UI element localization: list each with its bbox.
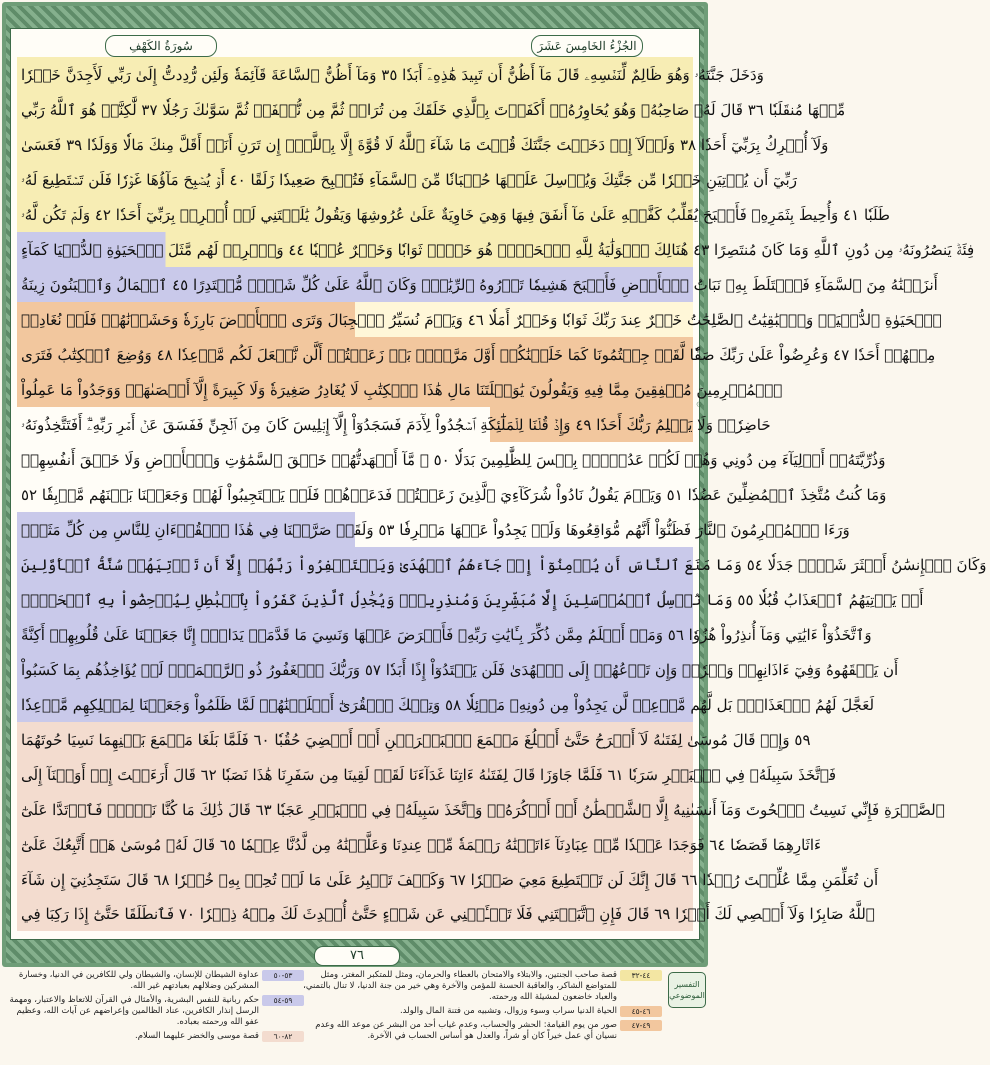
- text-line: [17, 757, 837, 792]
- text-line: [17, 267, 938, 302]
- footer-note: [6, 1031, 304, 1042]
- footer-note: [6, 970, 304, 992]
- text-line: [17, 897, 875, 931]
- footer-note-text: قصة موسى والخضر عليهما السلام.: [135, 1031, 259, 1041]
- text-line: [17, 477, 887, 512]
- text-line: [17, 547, 987, 582]
- verse-range-badge: ٨٢-٦٠: [262, 1031, 304, 1042]
- verse-text: وَرَءَا ٱلۡمُجۡرِمُونَ ٱلنَّارَ فَظَنُّوٓاْ أَنَّهُم مُّوَاقِعُوهَا وَلَمۡ يَجِدُواْ عَنۡهَا مَصۡرِفٗا ٥٣ وَلَقَدۡ صَرَّفۡنَا فِي هَٰذَا ٱلۡقُرۡءَانِ لِلنَّاسِ مِن كُلِّ مَثَلٖۚ: [21, 520, 850, 539]
- text-line: [17, 862, 879, 897]
- footer-notes-left: [6, 970, 304, 1045]
- topical-legend: التفسير الموضوعي: [668, 972, 706, 1008]
- verse-text: رَبِّيٓ أَن يُؤۡتِيَنِ خَيۡرٗا مِّن جَنَّتِكَ وَيُرۡسِلَ عَلَيۡهَا حُسۡبَانٗا مِّنَ ٱلسَّمَآءِ فَتُصۡبِحَ صَعِيدٗا زَلَقًا ٤٠ أَوۡ يُصۡبِحَ مَآؤُهَا غَوۡرٗا فَلَن تَسۡتَطِيعَ لَهُۥ: [21, 170, 797, 189]
- text-line: [17, 687, 875, 722]
- verse-text: طَلَبٗا ٤١ وَأُحِيطَ بِثَمَرِهِۦ فَأَصۡبَحَ يُقَلِّبُ كَفَّيۡهِ عَلَىٰ مَآ أَنفَقَ فِيهَا وَهِيَ خَاوِيَةٌ عَلَىٰ عُرُوشِهَا وَيَقُولُ يَٰلَيۡتَنِي لَمۡ أُشۡرِكۡ بِرَبِّيٓ أَحَدٗا ٤٢ وَلَمۡ تَكُن لَّهُۥ: [21, 205, 890, 224]
- footer-note-text: الحياة الدنيا سراب وسوء وزوال، وتشبيه من فتنة المال والولد.: [399, 1006, 617, 1016]
- juz-name-header: الجُزْءُ الخَامِسَ عَشَرَ: [531, 35, 643, 57]
- verse-text: فَٱتَّخَذَ سَبِيلَهُۥ فِي ٱلۡبَحۡرِ سَرَبٗا ٦١ فَلَمَّا جَاوَزَا قَالَ لِفَتَىٰهُ ءَاتِنَا غَدَآءَنَا لَقَدۡ لَقِينَا مِن سَفَرِنَا هَٰذَا نَصَبٗا ٦٢ قَالَ أَرَءَيۡتَ إِذۡ أَوَيۡنَآ إِلَى: [21, 765, 837, 784]
- tafsir-footer: [6, 970, 706, 1060]
- mushaf-page: [10, 28, 987, 940]
- text-line: [17, 827, 822, 862]
- verse-text: مِنۡهُمۡ أَحَدٗا ٤٧ وَعُرِضُواْ عَلَىٰ رَبِّكَ صَفّٗا لَّقَدۡ جِئۡتُمُونَا كَمَا خَلَقۡنَٰكُمۡ أَوَّلَ مَرَّةِۭۚ بَلۡ زَعَمۡتُمۡ أَلَّن نَّجۡعَلَ لَكُم مَّوۡعِدٗا ٤٨ وَوُضِعَ ٱلۡكِتَٰبُ فَتَرَى: [21, 345, 936, 364]
- text-line: [17, 337, 936, 372]
- footer-note-text: قصة صاحب الجنتين، والابتلاء والامتحان بالعطاء والحرمان، ومثل للمتكبر المغتر، ومثل للمتواضع الشاكر، والعاقبة الحسنة للمؤمن والآخرة وهي خير من جنة الدنيا، لا تنال بالتمني، والعباد خاضعون لمشيئة الله ورحمته.: [303, 970, 617, 1002]
- verse-range-badge: ٤٩-٤٧: [620, 1020, 662, 1031]
- text-line: [17, 617, 872, 652]
- verse-range-badge: ٤٦-٤٥: [620, 1006, 662, 1017]
- verse-text: وَدَخَلَ جَنَّتَهُۥ وَهُوَ ظَالِمٌ لِّنَفۡسِهِۦ قَالَ مَآ أَظُنُّ أَن تَبِيدَ هَٰذِهِۦٓ أَبَدٗا ٣٥ وَمَآ أَظُنُّ ٱلسَّاعَةَ قَآئِمَةٗ وَلَئِن رُّدِدتُّ إِلَىٰ رَبِّي لَأَجِدَنَّ خَيۡرٗا: [21, 65, 764, 84]
- text-line: [17, 407, 771, 442]
- verse-range-badge: ٥٩-٥٤: [262, 995, 304, 1006]
- footer-note-text: حكم ربانية للنفس البشرية، والأمثال في القرآن للاتعاظ والاعتبار، ومهمة الرسل إنذار الكافرين، عناد الظالمين وإعراضهم عن آيات الله، وعظيم عفو الله ورحمته بعباده.: [9, 995, 259, 1027]
- footer-note-text: عداوة الشيطان للإنسان، والشيطان ولي للكافرين في الدنيا، وخسارة المشركين وضلالهم بعبادتهم غير الله.: [18, 970, 259, 991]
- verse-text: أَوۡ يَأۡتِيَهُمُ ٱلۡعَذَابُ قُبُلٗا ٥٥ وَمَا نُرۡسِلُ ٱلۡمُرۡسَلِينَ إِلَّا مُبَشِّرِينَ وَمُنذِرِينَۚ وَيُجَٰدِلُ ٱلَّذِينَ كَفَرُواْ بِٱلۡبَٰطِلِ لِيُدۡحِضُواْ بِهِ ٱلۡحَقَّۖ: [21, 590, 924, 609]
- verse-text: لَعَجَّلَ لَهُمُ ٱلۡعَذَابَۚ بَل لَّهُم مَّوۡعِدٞ لَّن يَجِدُواْ مِن دُونِهِۦ مَوۡئِلٗا ٥٨ وَتِلۡكَ ٱلۡقُرَىٰٓ أَهۡلَكۡنَٰهُمۡ لَمَّا ظَلَمُواْ وَجَعَلۡنَا لِمَهۡلِكِهِم مَّوۡعِدٗا: [21, 695, 875, 714]
- footer-note: [302, 1020, 662, 1042]
- text-line: [17, 232, 975, 267]
- text-line: [17, 372, 783, 407]
- verse-text: ءَاثَارِهِمَا قَصَصٗا ٦٤ فَوَجَدَا عَبۡدٗا مِّنۡ عِبَادِنَآ ءَاتَيۡنَٰهُ رَحۡمَةٗ مِّنۡ عِندِنَا وَعَلَّمۡنَٰهُ مِن لَّدُنَّا عِلۡمٗا ٦٥ قَالَ لَهُۥ مُوسَىٰ هَلۡ أَتَّبِعُكَ عَلَىٰٓ: [21, 835, 822, 854]
- verse-text: ٱللَّهُ صَابِرٗا وَلَآ أَعۡصِي لَكَ أَمۡرٗا ٦٩ قَالَ فَإِنِ ٱتَّبَعۡتَنِي فَلَا تَسۡـَٔلۡنِي عَن شَيۡءٍ حَتَّىٰٓ أُحۡدِثَ لَكَ مِنۡهُ ذِكۡرٗا ٧٠ فَٱنطَلَقَا حَتَّىٰٓ إِذَا رَكِبَا فِي: [21, 905, 875, 923]
- page-number: ٧٦: [314, 946, 400, 966]
- text-line: [17, 442, 886, 477]
- text-line: [17, 582, 924, 617]
- verse-text: وَلَآ أُشۡرِكُ بِرَبِّيٓ أَحَدٗا ٣٨ وَلَوۡلَآ إِذۡ دَخَلۡتَ جَنَّتَكَ قُلۡتَ مَا شَآءَ ٱللَّهُ لَا قُوَّةَ إِلَّا بِٱللَّهِۚ إِن تَرَنِ أَنَا۠ أَقَلَّ مِنكَ مَالٗا وَوَلَدٗا ٣٩ فَعَسَىٰ: [21, 135, 829, 154]
- text-line: [17, 92, 846, 127]
- verse-text: أَن تُعَلِّمَنِ مِمَّا عُلِّمۡتَ رُشۡدٗا ٦٦ قَالَ إِنَّكَ لَن تَسۡتَطِيعَ مَعِيَ صَبۡرٗا ٦٧ وَكَيۡفَ تَصۡبِرُ عَلَىٰ مَا لَمۡ تُحِطۡ بِهِۦ خُبۡرٗا ٦٨ قَالَ سَتَجِدُنِيٓ إِن شَآءَ: [21, 870, 879, 889]
- verse-text: أَن يَفۡقَهُوهُ وَفِيٓ ءَاذَانِهِمۡ وَقۡرٗاۖ وَإِن تَدۡعُهُمۡ إِلَى ٱلۡهُدَىٰ فَلَن يَهۡتَدُوٓاْ إِذًا أَبَدٗا ٥٧ وَرَبُّكَ ٱلۡغَفُورُ ذُو ٱلرَّحۡمَةِۖ لَوۡ يُؤَاخِذُهُم بِمَا كَسَبُواْ: [21, 660, 899, 679]
- verse-text: ٱلۡمُجۡرِمِينَ مُشۡفِقِينَ مِمَّا فِيهِ وَيَقُولُونَ يَٰوَيۡلَتَنَا مَالِ هَٰذَا ٱلۡكِتَٰبِ لَا يُغَادِرُ صَغِيرَةٗ وَلَا كَبِيرَةً إِلَّآ أَحۡصَىٰهَاۚ وَوَجَدُواْ مَا عَمِلُواْ: [21, 380, 783, 399]
- sura-name-header: سُورَةُ الكَهْفِ: [105, 35, 217, 57]
- verse-text: أَنزَلۡنَٰهُ مِنَ ٱلسَّمَآءِ فَٱخۡتَلَطَ بِهِۦ نَبَاتُ ٱلۡأَرۡضِ فَأَصۡبَحَ هَشِيمٗا تَذۡرُوهُ ٱلرِّيَٰحُۗ وَكَانَ ٱللَّهُ عَلَىٰ كُلِّ شَيۡءٖ مُّقۡتَدِرًا ٤٥ ٱلۡمَالُ وَٱلۡبَنُونَ زِينَةُ: [21, 275, 938, 294]
- verse-text: وَمَا كُنتُ مُتَّخِذَ ٱلۡمُضِلِّينَ عَضُدٗا ٥١ وَيَوۡمَ يَقُولُ نَادُواْ شُرَكَآءِيَ ٱلَّذِينَ زَعَمۡتُمۡ فَدَعَوۡهُمۡ فَلَمۡ يَسۡتَجِيبُواْ لَهُمۡ وَجَعَلۡنَا بَيۡنَهُم مَّوۡبِقٗا ٥٢: [21, 485, 887, 504]
- verse-text: ٥٩ وَإِذۡ قَالَ مُوسَىٰ لِفَتَىٰهُ لَآ أَبۡرَحُ حَتَّىٰٓ أَبۡلُغَ مَجۡمَعَ ٱلۡبَحۡرَيۡنِ أَوۡ أَمۡضِيَ حُقُبٗا ٦٠ فَلَمَّا بَلَغَا مَجۡمَعَ بَيۡنِهِمَا نَسِيَا حُوتَهُمَا: [21, 730, 811, 749]
- text-line: [17, 652, 899, 687]
- verse-text: حَاضِرٗاۗ وَلَا يَظۡلِمُ رَبُّكَ أَحَدٗا ٤٩ وَإِذۡ قُلۡنَا لِلۡمَلَٰٓئِكَةِ ٱسۡجُدُواْ لِأٓدَمَ فَسَجَدُوٓاْ إِلَّآ إِبۡلِيسَ كَانَ مِنَ ٱلۡجِنِّ فَفَسَقَ عَنۡ أَمۡرِ رَبِّهِۦٓۗ أَفَتَتَّخِذُونَهُۥ: [21, 415, 771, 434]
- verse-text: ٱلۡحَيَوٰةِ ٱلدُّنۡيَاۖ وَٱلۡبَٰقِيَٰتُ ٱلصَّٰلِحَٰتُ خَيۡرٌ عِندَ رَبِّكَ ثَوَابٗا وَخَيۡرٌ أَمَلٗا ٤٦ وَيَوۡمَ نُسَيِّرُ ٱلۡجِبَالَ وَتَرَى ٱلۡأَرۡضَ بَارِزَةٗ وَحَشَرۡنَٰهُمۡ فَلَمۡ نُغَادِرۡ: [21, 310, 942, 329]
- verse-text: مِّنۡهَا مُنقَلَبٗا ٣٦ قَالَ لَهُۥ صَاحِبُهُۥ وَهُوَ يُحَاوِرُهُۥٓ أَكَفَرۡتَ بِٱلَّذِي خَلَقَكَ مِن تُرَابٖ ثُمَّ مِن نُّطۡفَةٖ ثُمَّ سَوَّىٰكَ رَجُلٗا ٣٧ لَّٰكِنَّا۠ هُوَ ٱللَّهُ رَبِّي: [21, 100, 846, 119]
- footer-note: [6, 995, 304, 1028]
- text-line: [17, 512, 850, 547]
- text-line: [17, 302, 942, 337]
- text-line: [17, 197, 890, 232]
- verse-range-badge: ٤٤-٣٢: [620, 970, 662, 981]
- verse-text: وَٱتَّخَذُوٓاْ ءَايَٰتِي وَمَآ أُنذِرُواْ هُزُوٗا ٥٦ وَمَنۡ أَظۡلَمُ مِمَّن ذُكِّرَ بِـَٔايَٰتِ رَبِّهِۦ فَأَعۡرَضَ عَنۡهَا وَنَسِيَ مَا قَدَّمَتۡ يَدَاهُۚ إِنَّا جَعَلۡنَا عَلَىٰ قُلُوبِهِمۡ أَكِنَّةً: [21, 625, 872, 644]
- verse-range-badge: ٥٣-٥٠: [262, 970, 304, 981]
- verse-text: وَذُرِّيَّتَهُۥٓ أَوۡلِيَآءَ مِن دُونِي وَهُمۡ لَكُمۡ عَدُوُّۢۚ بِئۡسَ لِلظَّٰلِمِينَ بَدَلٗا ٥٠ ۞ مَّآ أَشۡهَدتُّهُمۡ خَلۡقَ ٱلسَّمَٰوَٰتِ وَٱلۡأَرۡضِ وَلَا خَلۡقَ أَنفُسِهِمۡ: [21, 450, 886, 469]
- text-line: [17, 792, 945, 827]
- footer-note: [302, 970, 662, 1003]
- text-line: [17, 722, 811, 757]
- text-line: [17, 162, 797, 197]
- footer-note-text: صور من يوم القيامة: الحشر والحساب، وعدم غياب أحد من البشر عن موعد الله وعدم نسيان أي عمل خيراً كان أو شراً، والعدل هو أساس الحساب في الآخرة.: [315, 1020, 617, 1041]
- verse-text: وَكَانَ ٱلۡإِنسَٰنُ أَكۡثَرَ شَيۡءٖ جَدَلٗا ٥٤ وَمَا مَنَعَ ٱلنَّاسَ أَن يُؤۡمِنُوٓاْ إِذۡ جَآءَهُمُ ٱلۡهُدَىٰ وَيَسۡتَغۡفِرُواْ رَبَّهُمۡ إِلَّآ أَن تَأۡتِيَهُمۡ سُنَّةُ ٱلۡأَوَّلِينَ: [21, 555, 987, 574]
- verse-text: ٱلصَّخۡرَةِ فَإِنِّي نَسِيتُ ٱلۡحُوتَ وَمَآ أَنسَىٰنِيهُ إِلَّا ٱلشَّيۡطَٰنُ أَنۡ أَذۡكُرَهُۥۚ وَٱتَّخَذَ سَبِيلَهُۥ فِي ٱلۡبَحۡرِ عَجَبٗا ٦٣ قَالَ ذَٰلِكَ مَا كُنَّا نَبۡغِۚ فَٱرۡتَدَّا عَلَىٰٓ: [21, 800, 945, 819]
- footer-note: [302, 1006, 662, 1017]
- verse-text: فِئَةٞ يَنصُرُونَهُۥ مِن دُونِ ٱللَّهِ وَمَا كَانَ مُنتَصِرًا ٤٣ هُنَالِكَ ٱلۡوَلَٰيَةُ لِلَّهِ ٱلۡحَقِّۚ هُوَ خَيۡرٞ ثَوَابٗا وَخَيۡرٌ عُقۡبٗا ٤٤ وَٱضۡرِبۡ لَهُم مَّثَلَ ٱلۡحَيَوٰةِ ٱلدُّنۡيَا كَمَآءٍ: [21, 240, 975, 259]
- text-line: [17, 127, 829, 162]
- footer-notes-right: [302, 970, 662, 1045]
- hizb-marker-icon: ۞: [696, 398, 702, 409]
- text-line: [17, 57, 764, 92]
